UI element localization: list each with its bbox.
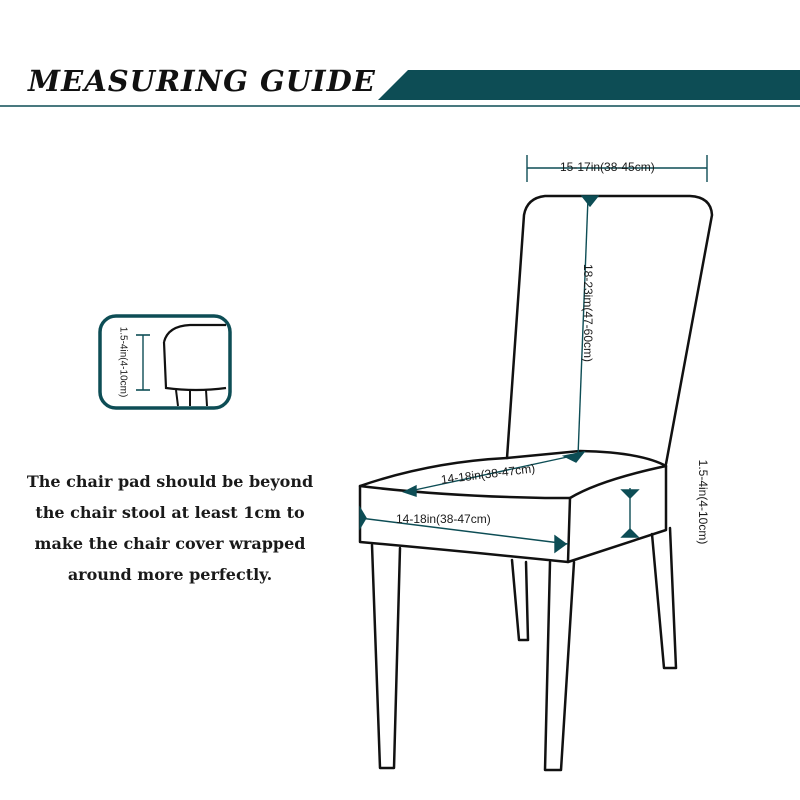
chair-leg-back-right — [652, 528, 676, 668]
dimension-arrow-icon — [622, 529, 638, 537]
chair-skirt-front-edge — [568, 498, 570, 562]
seat-depth-label: 14-18in(38-47cm) — [440, 461, 536, 487]
dimension-arrow-icon — [360, 508, 366, 528]
chair-outline-icon — [360, 196, 712, 770]
dimension-arrow-icon — [582, 196, 598, 206]
skirt-height-label: 1.5-4in(4-10cm) — [696, 459, 710, 545]
back-width-label: 15-17in(38-45cm) — [560, 160, 655, 174]
chair-leg-front-left — [372, 545, 400, 768]
seat-width-label: 14-18in(38-47cm) — [396, 512, 491, 526]
page-title: MEASURING GUIDE — [28, 64, 376, 98]
dimension-arrow-icon — [404, 486, 416, 496]
dimension-lines — [360, 155, 707, 552]
dimension-arrow-icon — [622, 490, 638, 498]
chair-pad-note: The chair pad should be beyond the chair stool at least 1cm to make the chair cover wrapped around more perfectly. — [26, 472, 314, 584]
inset-skirt-height-label: 1.5-4in(4-10cm) — [117, 326, 129, 398]
chair-back — [507, 196, 712, 464]
back-height-label: 18-23im(47-60cm) — [581, 263, 595, 363]
chair-leg-front-right — [545, 562, 574, 770]
chair-leg-back-left — [512, 560, 528, 640]
dimension-arrow-icon — [555, 536, 566, 552]
